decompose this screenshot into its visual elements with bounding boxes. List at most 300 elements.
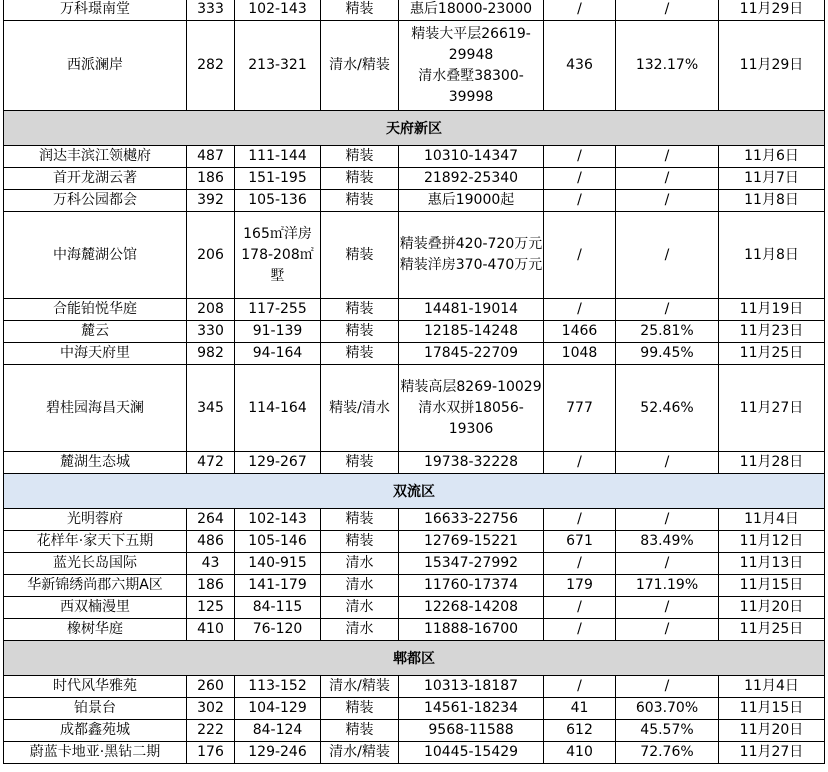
visitors-cell: [544, 676, 616, 698]
units-cell: [187, 21, 235, 111]
visitors-text: 41: [570, 700, 589, 716]
price-text: 惠后19000起: [427, 192, 515, 208]
visitors-text: 777: [566, 399, 593, 416]
visitors-text: 1466: [561, 323, 598, 339]
visitors-text: /: [577, 678, 582, 694]
table-row: [3, 321, 825, 343]
units-cell: [187, 676, 235, 698]
area-cell: [235, 619, 321, 641]
visitors-text: /: [577, 301, 582, 317]
ratio-text: 132.17%: [635, 57, 699, 73]
price-text: 10310-14347: [423, 148, 519, 164]
units-text: 302: [197, 700, 224, 716]
decoration-cell: [321, 575, 399, 597]
area-text: 111-144: [248, 148, 307, 164]
ratio-cell: [616, 146, 719, 168]
date-text: 11月28日: [739, 454, 804, 470]
units-cell: [187, 343, 235, 365]
project-name-text: 首开龙湖云著: [53, 170, 137, 186]
date-cell: [719, 720, 825, 742]
project-name-cell: [3, 619, 187, 641]
price-text: 12185-14248: [423, 323, 519, 339]
price-text: 15347-27992: [423, 555, 519, 571]
ratio-cell: [616, 676, 719, 698]
ratio-text: 72.76%: [640, 744, 694, 760]
decoration-cell: [321, 21, 399, 111]
ratio-text: 603.70%: [635, 700, 699, 716]
project-name-text: 润达丰滨江领樾府: [39, 148, 151, 164]
units-text: 208: [197, 301, 224, 317]
price-cell: [399, 619, 544, 641]
units-text: 222: [197, 722, 224, 738]
visitors-cell: [544, 597, 616, 619]
decoration-cell: [321, 146, 399, 168]
price-cell: [399, 509, 544, 531]
project-name-cell: [3, 531, 187, 553]
ratio-cell: [616, 698, 719, 720]
project-name-text: 花样年·家天下五期: [36, 533, 154, 549]
project-name-text: 麓湖生态城: [60, 454, 130, 470]
table-row: [3, 168, 825, 190]
visitors-text: /: [577, 599, 582, 615]
table-row: [3, 365, 825, 452]
ratio-text: /: [664, 148, 670, 164]
price-text: 11888-16700: [423, 621, 519, 637]
ratio-text: /: [664, 599, 670, 615]
table-row: [3, 343, 825, 365]
decoration-cell: [321, 0, 399, 21]
decoration-text: 精装: [345, 454, 374, 470]
table-row: [3, 0, 825, 21]
decoration-cell: [321, 509, 399, 531]
decoration-cell: [321, 619, 399, 641]
decoration-text: 精装: [345, 1, 374, 17]
date-text: 11月27日: [739, 399, 804, 416]
ratio-cell: [616, 0, 719, 21]
table-row: [3, 742, 825, 764]
area-text: 113-152: [248, 678, 307, 694]
decoration-text: 精装: [345, 192, 374, 208]
decoration-text: 精装: [345, 533, 374, 549]
project-name-text: 麓云: [81, 323, 109, 339]
table-row: [3, 597, 825, 619]
units-text: 260: [197, 678, 224, 694]
area-text: 102-143: [248, 511, 307, 527]
visitors-text: /: [577, 192, 582, 208]
date-text: 11月19日: [739, 301, 804, 317]
price-text: 惠后18000-23000: [409, 1, 533, 17]
area-cell: [235, 452, 321, 474]
project-name-cell: [3, 698, 187, 720]
visitors-cell: [544, 365, 616, 452]
area-cell: [235, 698, 321, 720]
decoration-cell: [321, 553, 399, 575]
visitors-cell: [544, 321, 616, 343]
ratio-text: 25.81%: [640, 323, 694, 339]
ratio-text: /: [664, 621, 670, 637]
price-text: 14481-19014: [423, 301, 519, 317]
project-name-cell: [3, 597, 187, 619]
project-name-cell: [3, 190, 187, 212]
visitors-text: 671: [566, 533, 593, 549]
ratio-text: 45.57%: [640, 722, 694, 738]
area-text: 76-120: [252, 621, 303, 637]
units-cell: [187, 212, 235, 299]
date-text: 11月4日: [744, 511, 799, 527]
units-cell: [187, 597, 235, 619]
project-name-text: 蓝光长岛国际: [53, 555, 137, 571]
price-cell: [399, 168, 544, 190]
units-text: 43: [201, 555, 220, 571]
table-row: [3, 531, 825, 553]
area-text: 140-915: [248, 555, 307, 571]
date-text: 11月25日: [739, 345, 804, 361]
area-text: 129-246: [248, 744, 307, 760]
ratio-cell: [616, 365, 719, 452]
date-cell: [719, 212, 825, 299]
date-cell: [719, 553, 825, 575]
project-name-text: 合能铂悦华庭: [53, 301, 137, 317]
table-row: [3, 676, 825, 698]
date-text: 11月6日: [744, 148, 799, 164]
ratio-text: /: [664, 192, 670, 208]
ratio-text: /: [664, 555, 670, 571]
decoration-text: 精装/清水: [329, 399, 390, 416]
visitors-text: 179: [566, 577, 593, 593]
date-cell: [719, 190, 825, 212]
date-text: 11月8日: [744, 246, 799, 263]
visitors-cell: [544, 452, 616, 474]
visitors-cell: [544, 21, 616, 111]
visitors-text: /: [577, 511, 582, 527]
area-cell: [235, 21, 321, 111]
price-text: 17845-22709: [423, 345, 519, 361]
ratio-cell: [616, 343, 719, 365]
price-cell: [399, 21, 544, 111]
visitors-cell: [544, 299, 616, 321]
ratio-text: /: [664, 246, 670, 263]
decoration-text: 精装: [345, 345, 374, 361]
decoration-text: 清水: [345, 621, 374, 637]
date-text: 11月12日: [739, 533, 804, 549]
decoration-cell: [321, 321, 399, 343]
project-name-text: 橡树华庭: [67, 621, 123, 637]
table-row: [3, 212, 825, 299]
area-text: 117-255: [248, 301, 307, 317]
district-header: [3, 641, 825, 676]
price-text: 16633-22756: [423, 511, 519, 527]
visitors-cell: [544, 190, 616, 212]
district-header: [3, 111, 825, 146]
visitors-cell: [544, 531, 616, 553]
area-text: 84-115: [252, 599, 303, 615]
area-cell: [235, 146, 321, 168]
date-text: 11月25日: [739, 621, 804, 637]
ratio-cell: [616, 619, 719, 641]
price-text: 11760-17374: [423, 577, 519, 593]
area-text: 84-124: [252, 722, 303, 738]
decoration-cell: [321, 742, 399, 764]
price-cell: [399, 452, 544, 474]
ratio-cell: [616, 21, 719, 111]
decoration-text: 清水: [345, 577, 374, 593]
ratio-cell: [616, 575, 719, 597]
project-name-cell: [3, 720, 187, 742]
project-name-cell: [3, 21, 187, 111]
ratio-cell: [616, 509, 719, 531]
date-cell: [719, 168, 825, 190]
price-text: 12268-14208: [423, 599, 519, 615]
units-text: 186: [197, 577, 224, 593]
decoration-cell: [321, 698, 399, 720]
project-name-cell: [3, 509, 187, 531]
date-cell: [719, 365, 825, 452]
area-text: 114-164: [248, 399, 307, 416]
visitors-text: /: [577, 621, 582, 637]
decoration-text: 清水/精装: [329, 57, 390, 73]
area-cell: [235, 212, 321, 299]
date-text: 11月13日: [739, 555, 804, 571]
table-row: [3, 452, 825, 474]
table-row: [3, 698, 825, 720]
price-cell: [399, 343, 544, 365]
date-cell: [719, 21, 825, 111]
district-header: [3, 474, 825, 509]
project-name-text: 中海麓湖公馆: [53, 246, 137, 263]
date-text: 11月15日: [739, 577, 804, 593]
area-text: 165㎡洋房 178-208㎡墅: [241, 225, 314, 284]
date-text: 11月20日: [739, 722, 804, 738]
decoration-cell: [321, 212, 399, 299]
project-name-cell: [3, 168, 187, 190]
ratio-cell: [616, 321, 719, 343]
area-text: 151-195: [248, 170, 307, 186]
ratio-text: /: [664, 678, 670, 694]
area-cell: [235, 321, 321, 343]
area-cell: [235, 365, 321, 452]
units-text: 487: [197, 148, 224, 164]
decoration-text: 清水/精装: [329, 744, 390, 760]
date-text: 11月8日: [744, 192, 799, 208]
units-cell: [187, 452, 235, 474]
decoration-cell: [321, 676, 399, 698]
units-cell: [187, 509, 235, 531]
units-text: 486: [197, 533, 224, 549]
ratio-text: 52.46%: [640, 399, 694, 416]
decoration-text: 清水/精装: [329, 678, 390, 694]
area-text: 91-139: [252, 323, 303, 339]
units-text: 125: [197, 599, 224, 615]
area-cell: [235, 168, 321, 190]
date-text: 11月15日: [739, 700, 804, 716]
table-row: [3, 720, 825, 742]
project-name-cell: [3, 299, 187, 321]
price-cell: [399, 321, 544, 343]
area-text: 213-321: [248, 57, 307, 73]
area-cell: [235, 553, 321, 575]
price-text: 9568-11588: [428, 722, 514, 738]
price-cell: [399, 0, 544, 21]
date-text: 11月7日: [744, 170, 799, 186]
visitors-text: /: [577, 454, 582, 470]
units-cell: [187, 146, 235, 168]
price-text: 21892-25340: [423, 170, 519, 186]
project-name-cell: [3, 0, 187, 21]
units-cell: [187, 720, 235, 742]
ratio-text: /: [664, 1, 670, 17]
decoration-cell: [321, 299, 399, 321]
project-name-text: 中海天府里: [60, 345, 130, 361]
units-text: 264: [197, 511, 224, 527]
project-name-text: 万科公园都会: [53, 192, 137, 208]
decoration-cell: [321, 343, 399, 365]
project-name-text: 碧桂园海昌天澜: [46, 399, 144, 416]
visitors-text: 612: [566, 722, 593, 738]
project-name-text: 蔚蓝卡地亚·黑钻二期: [29, 744, 161, 760]
decoration-text: 精装: [345, 323, 374, 339]
area-cell: [235, 299, 321, 321]
visitors-text: /: [577, 1, 582, 17]
date-cell: [719, 597, 825, 619]
date-cell: [719, 676, 825, 698]
area-cell: [235, 597, 321, 619]
district-name: 天府新区: [386, 121, 442, 137]
project-name-cell: [3, 365, 187, 452]
table-row: [3, 619, 825, 641]
ratio-cell: [616, 531, 719, 553]
area-cell: [235, 575, 321, 597]
ratio-text: /: [664, 454, 670, 470]
price-cell: [399, 698, 544, 720]
date-text: 11月4日: [744, 678, 799, 694]
area-cell: [235, 343, 321, 365]
area-cell: [235, 509, 321, 531]
decoration-text: 精装: [345, 722, 374, 738]
area-text: 105-146: [248, 533, 307, 549]
ratio-cell: [616, 190, 719, 212]
project-name-cell: [3, 575, 187, 597]
decoration-cell: [321, 531, 399, 553]
decoration-cell: [321, 190, 399, 212]
district-name: 双流区: [393, 484, 435, 500]
table-row: [3, 553, 825, 575]
project-name-cell: [3, 146, 187, 168]
ratio-cell: [616, 212, 719, 299]
decoration-cell: [321, 168, 399, 190]
project-name-text: 铂景台: [74, 700, 116, 716]
date-cell: [719, 146, 825, 168]
decoration-cell: [321, 597, 399, 619]
price-cell: [399, 190, 544, 212]
units-cell: [187, 190, 235, 212]
ratio-cell: [616, 742, 719, 764]
project-name-cell: [3, 452, 187, 474]
price-cell: [399, 365, 544, 452]
area-cell: [235, 720, 321, 742]
units-text: 330: [197, 323, 224, 339]
visitors-cell: [544, 742, 616, 764]
project-name-cell: [3, 321, 187, 343]
date-text: 11月23日: [739, 323, 804, 339]
price-cell: [399, 299, 544, 321]
visitors-cell: [544, 720, 616, 742]
project-name-cell: [3, 212, 187, 299]
price-text: 10445-15429: [423, 744, 519, 760]
visitors-cell: [544, 146, 616, 168]
price-cell: [399, 575, 544, 597]
area-text: 104-129: [248, 700, 307, 716]
area-text: 102-143: [248, 1, 307, 17]
visitors-cell: [544, 168, 616, 190]
ratio-cell: [616, 553, 719, 575]
date-cell: [719, 575, 825, 597]
table-row: [3, 299, 825, 321]
visitors-text: /: [577, 555, 582, 571]
ratio-text: /: [664, 511, 670, 527]
decoration-cell: [321, 720, 399, 742]
project-name-text: 西派澜岸: [67, 57, 123, 73]
date-text: 11月29日: [739, 57, 804, 73]
price-text: 12769-15221: [423, 533, 519, 549]
date-cell: [719, 742, 825, 764]
visitors-cell: [544, 0, 616, 21]
visitors-cell: [544, 212, 616, 299]
visitors-cell: [544, 509, 616, 531]
ratio-text: 171.19%: [635, 577, 699, 593]
date-cell: [719, 531, 825, 553]
units-text: 206: [197, 246, 224, 263]
units-text: 282: [197, 57, 224, 73]
ratio-text: /: [664, 301, 670, 317]
ratio-text: 83.49%: [640, 533, 694, 549]
date-cell: [719, 509, 825, 531]
area-text: 129-267: [248, 454, 307, 470]
decoration-cell: [321, 452, 399, 474]
units-text: 472: [197, 454, 224, 470]
project-name-cell: [3, 676, 187, 698]
price-text: 19738-32228: [423, 454, 519, 470]
project-name-cell: [3, 343, 187, 365]
decoration-text: 精装: [345, 511, 374, 527]
units-cell: [187, 742, 235, 764]
decoration-text: 清水: [345, 555, 374, 571]
table-row: [3, 575, 825, 597]
area-text: 141-179: [248, 577, 307, 593]
price-text: 精装大平层26619-29948 清水叠墅38300-39998: [411, 25, 531, 105]
area-cell: [235, 531, 321, 553]
area-cell: [235, 190, 321, 212]
units-cell: [187, 531, 235, 553]
date-text: 11月29日: [739, 1, 804, 17]
date-cell: [719, 321, 825, 343]
price-cell: [399, 742, 544, 764]
units-cell: [187, 698, 235, 720]
decoration-text: 精装: [345, 301, 374, 317]
project-name-text: 西双楠漫里: [60, 599, 130, 615]
date-cell: [719, 698, 825, 720]
visitors-cell: [544, 553, 616, 575]
date-cell: [719, 452, 825, 474]
decoration-text: 精装: [345, 170, 374, 186]
units-cell: [187, 365, 235, 452]
date-text: 11月27日: [739, 744, 804, 760]
area-text: 94-164: [252, 345, 303, 361]
decoration-text: 精装: [345, 246, 374, 263]
units-cell: [187, 168, 235, 190]
units-text: 392: [197, 192, 224, 208]
decoration-text: 清水: [345, 599, 374, 615]
project-name-cell: [3, 553, 187, 575]
